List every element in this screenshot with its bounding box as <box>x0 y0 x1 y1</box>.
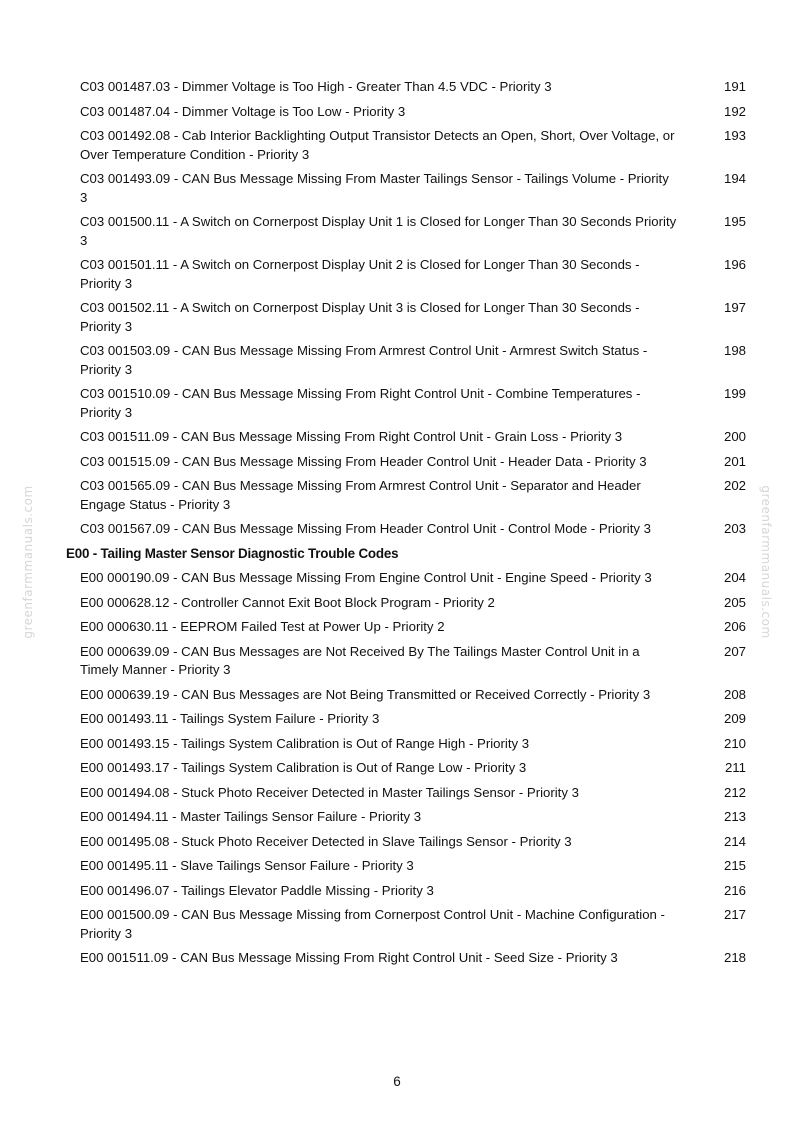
toc-entry-page: 198 <box>723 343 746 358</box>
toc-entry[interactable] <box>66 759 746 778</box>
toc-entry-page: 192 <box>723 103 746 119</box>
toc-entry-page: 210 <box>723 735 746 751</box>
toc-entry-page: 207 <box>723 643 746 659</box>
table-of-contents <box>66 78 746 974</box>
toc-entry-title: C03 001487.04 - Dimmer Voltage is Too Low - Priority 3 <box>80 103 406 119</box>
toc-entry[interactable] <box>66 882 746 901</box>
toc-entry-title: E00 000630.11 - EEPROM Failed Test at Power Up - Priority 2 <box>80 619 445 634</box>
toc-entry-page: 194 <box>723 171 746 186</box>
toc-entry-page: 216 <box>723 882 746 898</box>
toc-entry[interactable] <box>66 385 746 422</box>
toc-entry-page: 218 <box>723 950 746 965</box>
toc-entry[interactable] <box>66 256 746 293</box>
toc-entry-title: C03 001503.09 - CAN Bus Message Missing From Armrest Control Unit - Armrest Switch Status - Priority 3 <box>80 343 648 377</box>
toc-entry-page: 201 <box>723 453 746 469</box>
toc-entry-page: 200 <box>723 429 746 444</box>
toc-entry-page: 214 <box>723 833 746 849</box>
toc-entry-title: E00 001493.11 - Tailings System Failure - Priority 3 <box>80 711 380 726</box>
toc-entry-title: C03 001487.03 - Dimmer Voltage is Too High - Greater Than 4.5 VDC - Priority 3 <box>80 79 552 94</box>
toc-entry-title: E00 001493.15 - Tailings System Calibration is Out of Range High - Priority 3 <box>80 735 530 751</box>
toc-entry-title: C03 001510.09 - CAN Bus Message Missing From Right Control Unit - Combine Temperatures - Priority 3 <box>80 386 641 420</box>
toc-entry-page: 193 <box>723 128 746 143</box>
toc-entry[interactable] <box>66 453 746 472</box>
toc-entry[interactable] <box>66 906 746 943</box>
toc-entry-title: C03 001565.09 - CAN Bus Message Missing From Armrest Control Unit - Separator and Header Engage Status - Priority 3 <box>80 478 641 512</box>
toc-entry[interactable] <box>66 520 746 539</box>
toc-entry[interactable] <box>66 618 746 637</box>
toc-entry-page: 213 <box>723 809 746 824</box>
toc-entry[interactable] <box>66 78 746 97</box>
toc-entry[interactable] <box>66 949 746 968</box>
toc-entry-title: E00 000628.12 - Controller Cannot Exit Boot Block Program - Priority 2 <box>80 594 495 610</box>
toc-entry-title: C03 001492.08 - Cab Interior Backlighting Output Transistor Detects an Open, Short, Over Voltage, or Over Temperature Condition - Priority 3 <box>80 128 675 162</box>
toc-entry[interactable] <box>66 784 746 803</box>
watermark-left: greenfarmmanuals.com <box>21 485 35 639</box>
toc-entry[interactable] <box>66 833 746 852</box>
toc-entry-page: 205 <box>723 594 746 610</box>
toc-entry-page: 208 <box>723 686 746 702</box>
section-heading: E00 - Tailing Master Sensor Diagnostic Trouble Codes <box>66 545 399 561</box>
watermark-right: greenfarmmanuals.com <box>759 485 773 639</box>
toc-entry-title: C03 001500.11 - A Switch on Cornerpost Display Unit 1 is Closed for Longer Than 30 Seconds Priority 3 <box>80 214 677 248</box>
toc-entry-title: C03 001493.09 - CAN Bus Message Missing From Master Tailings Sensor - Tailings Volume - Priority 3 <box>80 171 669 205</box>
toc-entry-page: 206 <box>723 619 746 634</box>
toc-entry-page: 191 <box>723 79 746 94</box>
toc-entry[interactable] <box>66 735 746 754</box>
toc-entry-page: 204 <box>723 570 746 585</box>
toc-entry-page: 212 <box>723 784 746 800</box>
toc-entry-title: E00 001494.08 - Stuck Photo Receiver Detected in Master Tailings Sensor - Priority 3 <box>80 784 579 800</box>
toc-entry[interactable] <box>66 686 746 705</box>
toc-entry-title: C03 001501.11 - A Switch on Cornerpost Display Unit 2 is Closed for Longer Than 30 Seconds - Priority 3 <box>80 257 640 291</box>
toc-entry-title: E00 000639.19 - CAN Bus Messages are Not Being Transmitted or Received Correctly - Priority 3 <box>80 686 651 702</box>
toc-entry[interactable] <box>66 170 746 207</box>
toc-entry[interactable] <box>66 569 746 588</box>
toc-entry[interactable] <box>66 103 746 122</box>
toc-entry-page: 215 <box>723 858 746 873</box>
toc-entry[interactable] <box>66 808 746 827</box>
toc-entry[interactable] <box>66 299 746 336</box>
toc-entry[interactable] <box>66 342 746 379</box>
toc-entry-title: E00 001495.08 - Stuck Photo Receiver Detected in Slave Tailings Sensor - Priority 3 <box>80 833 572 849</box>
toc-entry[interactable] <box>66 127 746 164</box>
toc-entry-title: E00 000190.09 - CAN Bus Message Missing From Engine Control Unit - Engine Speed - Priority 3 <box>80 570 652 585</box>
toc-entry-page: 202 <box>723 478 746 493</box>
toc-entry-title: E00 001493.17 - Tailings System Calibration is Out of Range Low - Priority 3 <box>80 760 527 775</box>
toc-entries-e00 <box>66 569 746 968</box>
toc-entry-title: E00 000639.09 - CAN Bus Messages are Not Received By The Tailings Master Control Unit in a Timely Manner - Priority 3 <box>80 643 640 677</box>
toc-entry-title: C03 001511.09 - CAN Bus Message Missing From Right Control Unit - Grain Loss - Priority 3 <box>80 429 623 444</box>
toc-entry-title: C03 001515.09 - CAN Bus Message Missing From Header Control Unit - Header Data - Priority 3 <box>80 453 647 469</box>
toc-entry-title: E00 001500.09 - CAN Bus Message Missing from Cornerpost Control Unit - Machine Configuration - Priority 3 <box>80 907 665 941</box>
page-number: 6 <box>393 1074 401 1089</box>
toc-entry[interactable] <box>66 213 746 250</box>
toc-entry[interactable] <box>66 857 746 876</box>
toc-entry[interactable] <box>66 710 746 729</box>
toc-entry-title: E00 001495.11 - Slave Tailings Sensor Failure - Priority 3 <box>80 858 414 873</box>
toc-entry-title: C03 001502.11 - A Switch on Cornerpost Display Unit 3 is Closed for Longer Than 30 Seconds - Priority 3 <box>80 300 640 334</box>
toc-entry-title: E00 001496.07 - Tailings Elevator Paddle Missing - Priority 3 <box>80 882 434 898</box>
toc-entry-page: 211 <box>724 760 746 775</box>
toc-entry-page: 195 <box>723 214 746 229</box>
toc-entry[interactable] <box>66 428 746 447</box>
toc-entry-title: E00 001494.11 - Master Tailings Sensor Failure - Priority 3 <box>80 809 422 824</box>
toc-entry-title: C03 001567.09 - CAN Bus Message Missing From Header Control Unit - Control Mode - Priority 3 <box>80 521 651 536</box>
toc-entry[interactable] <box>66 477 746 514</box>
toc-entry-page: 196 <box>723 257 746 272</box>
toc-entries-c03 <box>66 78 746 539</box>
toc-entry-page: 203 <box>723 521 746 536</box>
toc-entry-page: 209 <box>723 711 746 726</box>
toc-entry-page: 199 <box>723 386 746 401</box>
toc-entry-page: 197 <box>723 300 746 315</box>
toc-entry-page: 217 <box>723 907 746 922</box>
toc-entry[interactable] <box>66 643 746 680</box>
toc-entry[interactable] <box>66 594 746 613</box>
toc-entry-title: E00 001511.09 - CAN Bus Message Missing From Right Control Unit - Seed Size - Priority 3 <box>80 950 618 965</box>
